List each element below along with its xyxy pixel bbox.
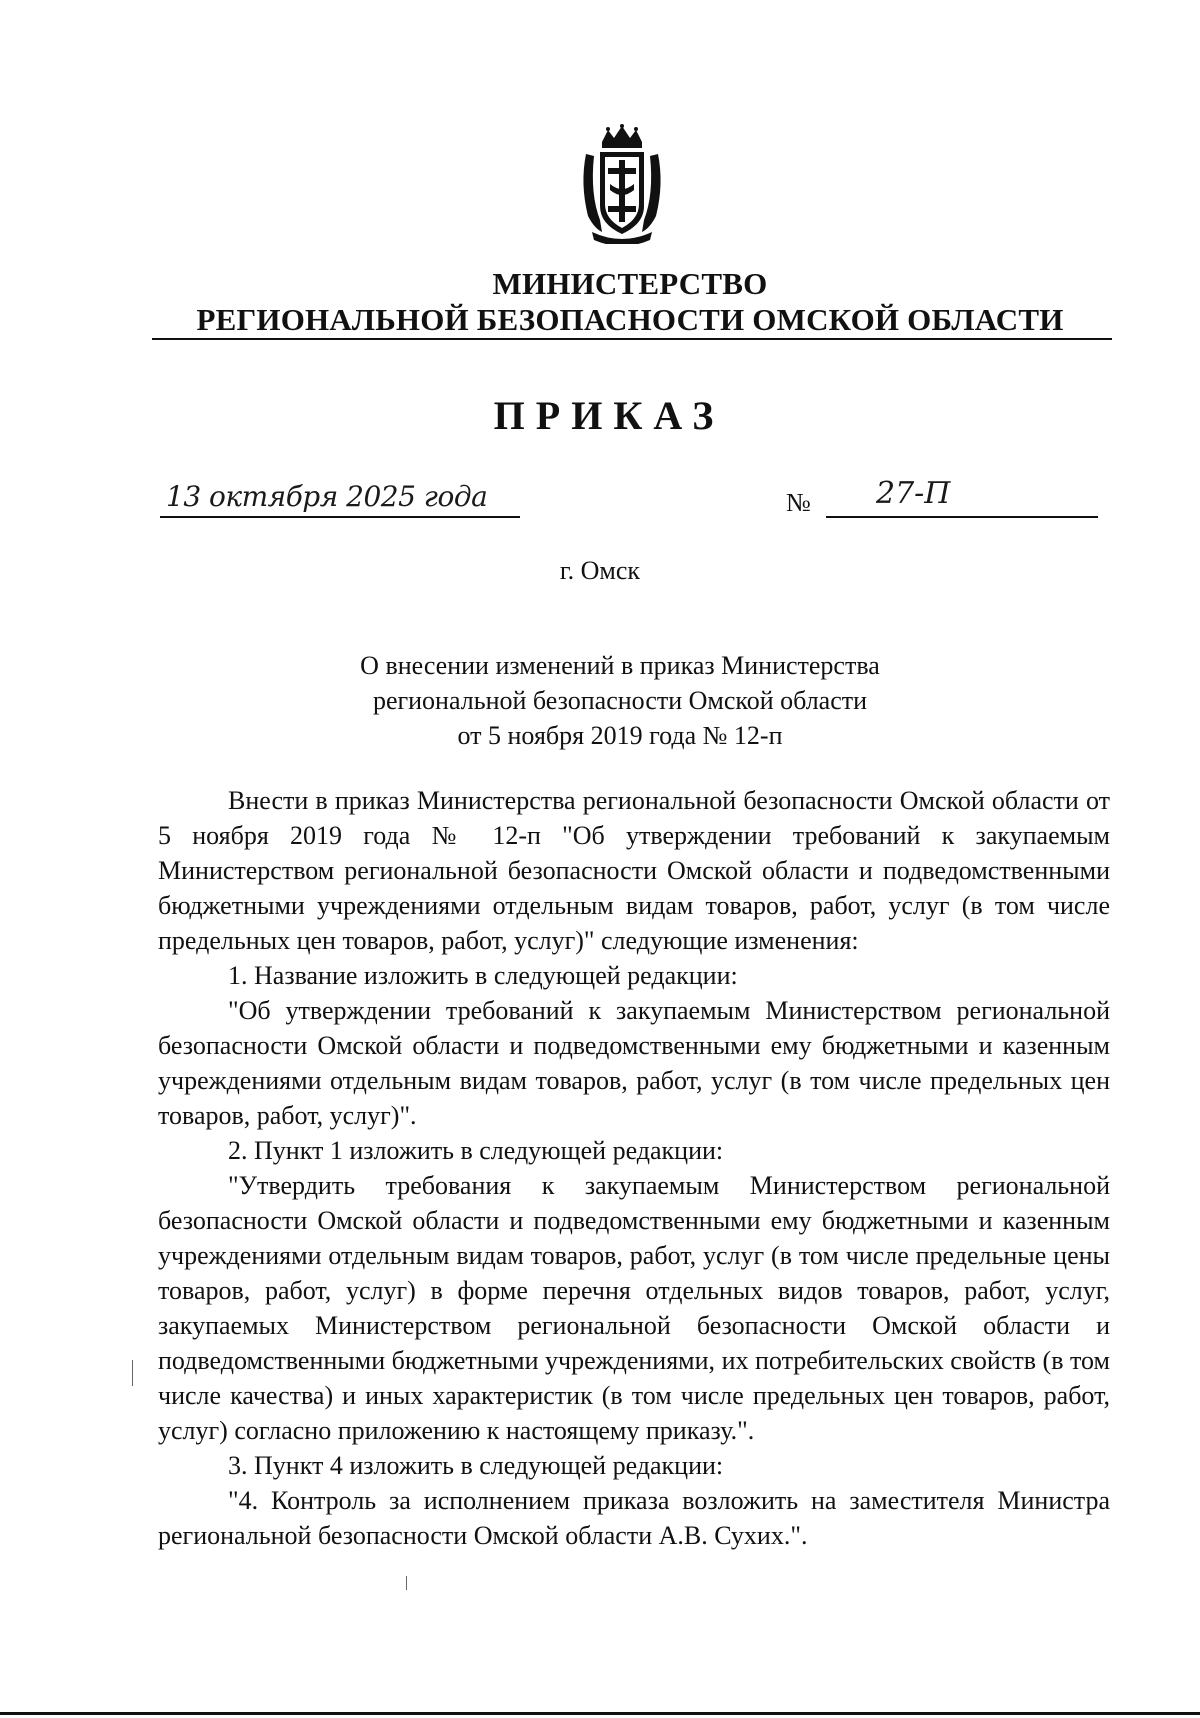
ministry-name-line2: РЕГИОНАЛЬНОЙ БЕЗОПАСНОСТИ ОМСКОЙ ОБЛАСТИ [196, 302, 1064, 337]
date-underline [160, 516, 520, 518]
ministry-name-line1: МИНИСТЕРСТВО [492, 266, 768, 301]
document-type-title: ПРИКАЗ [493, 393, 725, 438]
scan-speck [132, 1360, 133, 1386]
header-divider [152, 338, 1112, 340]
subject-line3: от 5 ноября 2019 года № 12-п [457, 721, 783, 750]
subject-line2: региональной безопасности Омской области [372, 686, 868, 715]
item2-heading: 2. Пункт 1 изложить в следующей редакции: [228, 1136, 724, 1165]
subject-line1: О внесении изменений в приказ Министерства [360, 651, 880, 680]
item3-heading: 3. Пункт 4 изложить в следующей редакции: [228, 1451, 724, 1480]
intro-paragraph: Внести в приказ Министерства региональной безопасности Омской области от 5 ноября 2019 года № 12-п "Об утверждении требований к закупаемым Министерством региональной безопасности Омской области и подведомственными бюджетными учреждениями отдельным видам товаров, работ, услуг (в том числе предельных цен товаров, работ, услуг)" следующие изменения: [158, 786, 1110, 955]
handwritten-order-number: 27-П [876, 476, 951, 511]
order-subject [300, 648, 940, 753]
city-name: г. Омск [559, 556, 641, 585]
item3-text: "4. Контроль за исполнением приказа возложить на заместителя Министра региональной безопасности Омской области А.В. Сухих.". [158, 1486, 1110, 1550]
item1-text: "Об утверждении требований к закупаемым Министерством региональной безопасности Омской области и подведомственными ему бюджетными и казенным учреждениями отдельным видам товаров, работ, услуг (в том числе предельных цен товаров, работ, услуг)". [158, 996, 1110, 1130]
item1-heading: 1. Название изложить в следующей редакции: [228, 961, 738, 990]
number-sign: № [786, 488, 811, 517]
coat-of-arms-icon [578, 124, 666, 244]
page-bottom-edge [0, 1712, 1200, 1715]
item2-text: "Утвердить требования к закупаемым Министерством региональной безопасности Омской области и подведомственными ему бюджетными и казенным учреждениями отдельным видам товаров, работ, услуг (в том числе предельные цены товаров, работ, услуг) в форме перечня отдельных видов товаров, работ, услуг, закупаемых Министерством региональной безопасности Омской области и подведомственными бюджетными учреждениями, их потребительских свойств (в том числе качества) и иных характеристик (в том числе предельных цен товаров, работ, услуг) согласно приложению к настоящему приказу.". [158, 1171, 1110, 1445]
order-body [158, 783, 1110, 1553]
scan-speck [406, 1576, 407, 1590]
handwritten-date: 13 октября 2025 года [166, 480, 488, 513]
number-underline [826, 516, 1098, 518]
